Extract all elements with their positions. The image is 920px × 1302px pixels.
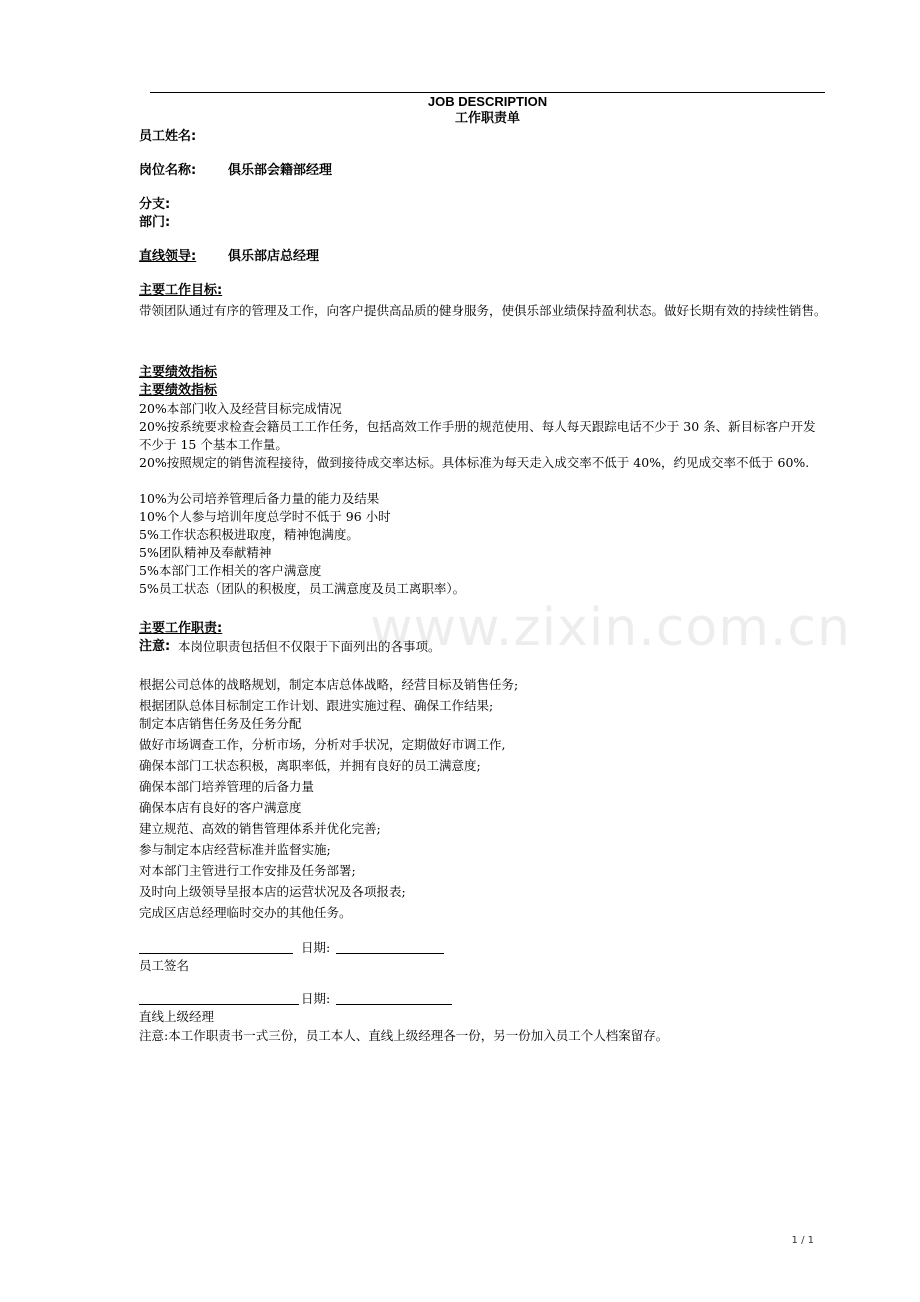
responsibility-item: 建立规范、高效的销售管理体系并优化完善; (139, 821, 381, 836)
manager-signature-caption: 直线上级经理 (139, 1009, 215, 1024)
kpi-item: 5%团队精神及奉献精神 (139, 545, 272, 560)
kpi-item: 5%员工状态（团队的积极度，员工满意度及员工离职率）。 (139, 581, 466, 596)
responsibility-item: 根据公司总体的战略规划，制定本店总体战略，经营目标及销售任务; (139, 677, 519, 692)
page-number: 1 / 1 (791, 1235, 814, 1246)
watermark: www.zixin.com.cn (370, 598, 851, 658)
responsibility-item: 完成区店总经理临时交办的其他任务。 (139, 905, 352, 920)
kpi-item: 20%本部门收入及经营目标完成情况 (139, 401, 342, 416)
responsibility-item: 及时向上级领导呈报本店的运营状况及各项报表; (139, 884, 406, 899)
note-label: 注意: (139, 639, 171, 654)
employee-signature-caption: 员工签名 (139, 958, 190, 973)
responsibility-item: 确保本部门工状态积极，离职率低，并拥有良好的员工满意度; (139, 758, 481, 773)
responsibility-item: 参与制定本店经营标准并监督实施; (139, 842, 331, 857)
header-rule (150, 92, 825, 93)
responsibility-item: 确保本部门培养管理的后备力量 (139, 779, 315, 794)
kpi-item: 10%为公司培养管理后备力量的能力及结果 (139, 491, 380, 506)
department-label: 部门: (139, 215, 171, 230)
supervisor-label: 直线领导: (139, 249, 197, 264)
responsibility-item: 确保本店有良好的客户满意度 (139, 800, 302, 815)
manager-date-line (336, 1004, 452, 1005)
responsibilities-heading: 主要工作职责: (139, 621, 223, 636)
title-chinese: 工作职责单 (454, 111, 520, 126)
kpi-heading: 主要绩效指标 (139, 365, 218, 380)
employee-signature-line (139, 953, 293, 954)
responsibility-item: 根据团队总体目标制定工作计划、跟进实施过程、确保工作结果; (139, 698, 494, 713)
date-label: 日期: (301, 940, 331, 955)
footer-note: 注意:本工作职责书一式三份，员工本人、直线上级经理各一份，另一份加入员工个人档案留存。 (139, 1028, 669, 1043)
kpi-heading-repeat: 主要绩效指标 (139, 383, 218, 398)
objective-text: 带领团队通过有序的管理及工作，向客户提供高品质的健身服务，使俱乐部业绩保持盈利状态。做好长期有效的持续性销售。 (139, 303, 827, 318)
branch-label: 分支: (139, 197, 171, 212)
note-text: 本岗位职责包括但不仅限于下面列出的各事项。 (178, 639, 441, 654)
position-label: 岗位名称: (139, 163, 197, 178)
employee-name-label: 员工姓名: (139, 129, 197, 144)
employee-date-line (336, 953, 444, 954)
responsibility-item: 做好市场调查工作，分析市场，分析对手状况，定期做好市调工作, (139, 737, 506, 752)
manager-signature-line (139, 1004, 299, 1005)
kpi-item: 5%工作状态积极进取度，精神饱满度。 (139, 527, 359, 542)
supervisor-value: 俱乐部店总经理 (228, 249, 320, 264)
objective-heading: 主要工作目标: (139, 283, 223, 298)
kpi-item: 20%按照规定的销售流程接待，做到接待成交率达标。具体标准为每天走入成交率不低于 40%，约见成交率不低于 60%. (139, 455, 810, 470)
responsibility-item: 制定本店销售任务及任务分配 (139, 716, 302, 731)
position-value: 俱乐部会籍部经理 (228, 163, 333, 178)
kpi-item: 10%个人参与培训年度总学时不低于 96 小时 (139, 509, 391, 524)
title-english: JOB DESCRIPTION (427, 94, 548, 109)
date-label: 日期: (301, 991, 331, 1006)
responsibility-item: 对本部门主管进行工作安排及任务部署; (139, 863, 356, 878)
kpi-item: 20%按系统要求检查会籍员工工作任务，包括高效工作手册的规范使用、每人每天跟踪电话不少于 30 条、新目标客户开发不少于 15 个基本工作量。 (139, 419, 816, 452)
kpi-item: 5%本部门工作相关的客户满意度 (139, 563, 322, 578)
